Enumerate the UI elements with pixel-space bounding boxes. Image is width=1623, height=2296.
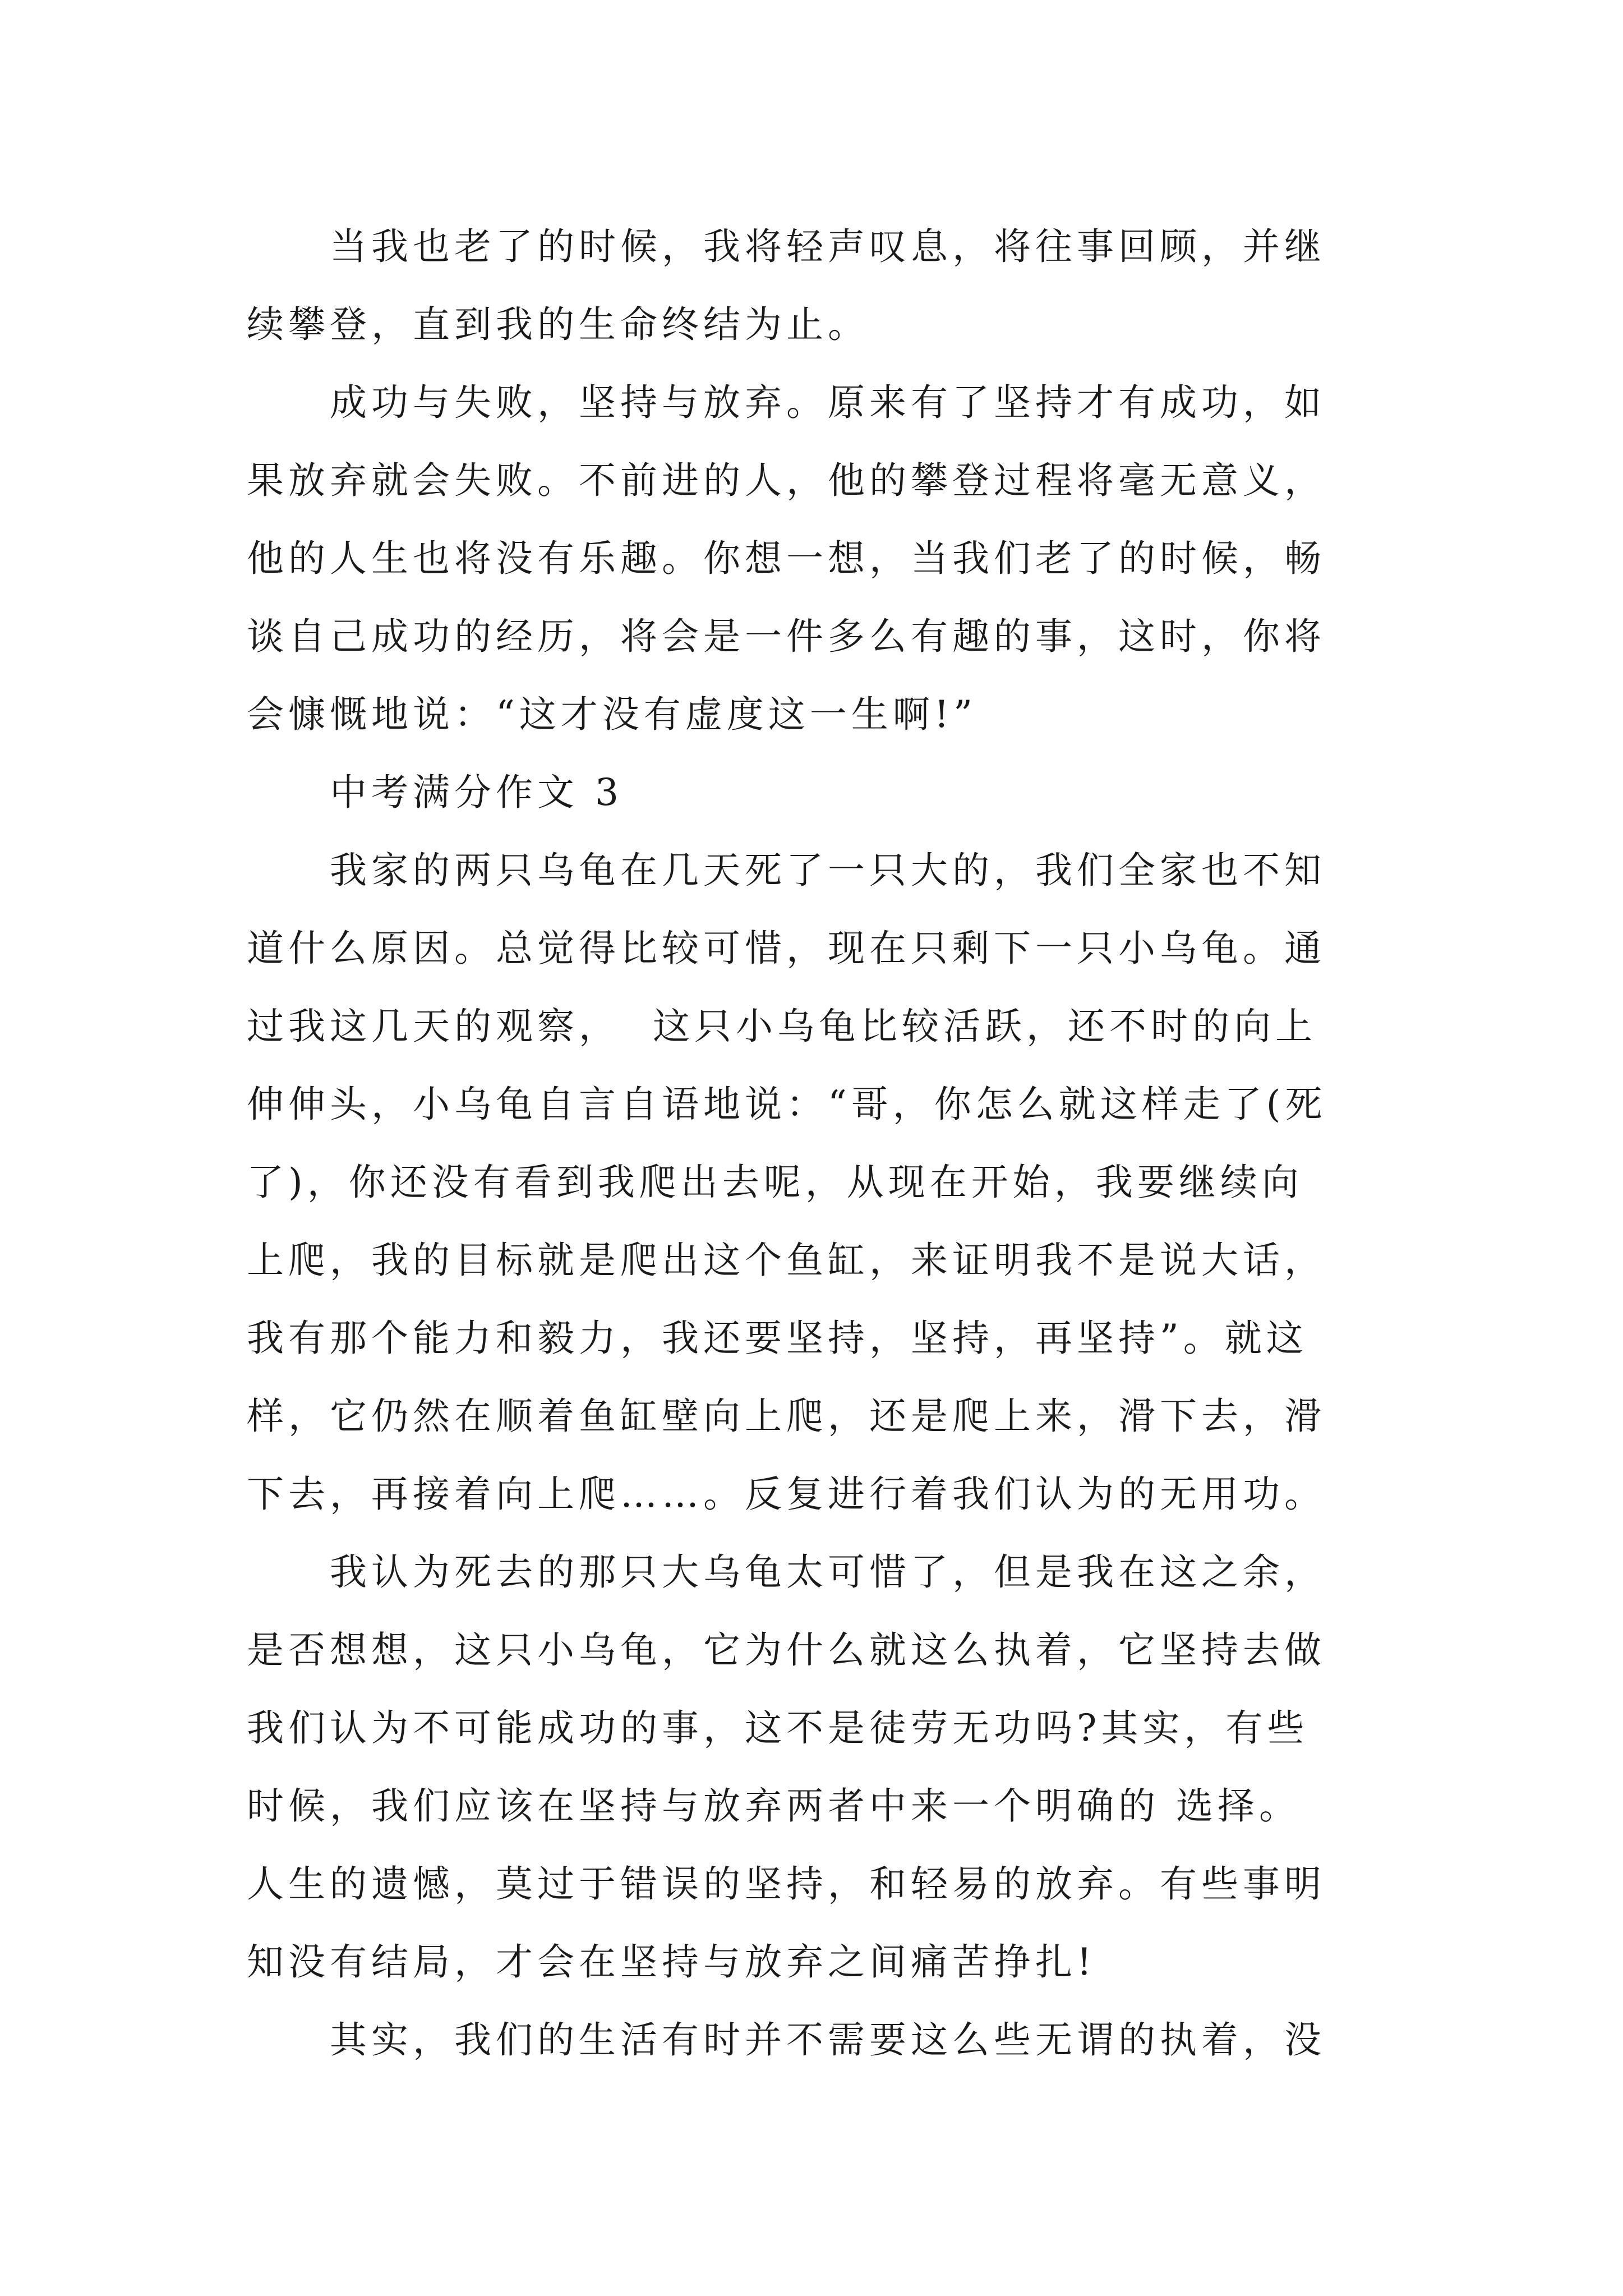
text-line-24: 其实，我们的生活有时并不需要这么些无谓的执着，没 <box>247 2018 1326 2062</box>
text-line-21: 时候，我们应该在坚持与放弃两者中来一个明确的 选择。 <box>247 1784 1301 1828</box>
text-line-19: 是否想想，这只小乌龟，它为什么就这么执着，它坚持去做 <box>247 1628 1326 1672</box>
text-line-13: 了)，你还没有看到我爬出去呢，从现在开始，我要继续向 <box>247 1161 1303 1204</box>
text-line-23: 知没有结局，才会在坚持与放弃之间痛苦挣扎! <box>247 1940 1096 1984</box>
text-line-18: 我认为死去的那只大乌龟太可惜了，但是我在这之余， <box>247 1550 1326 1594</box>
text-line-14: 上爬，我的目标就是爬出这个鱼缸，来证明我不是说大话， <box>247 1239 1326 1282</box>
text-line-4: 果放弃就会失败。不前进的人，他的攀登过程将毫无意义， <box>247 459 1326 502</box>
text-line-2: 续攀登，直到我的生命终结为止。 <box>247 303 869 346</box>
text-line-1: 当我也老了的时候，我将轻声叹息，将往事回顾，并继 <box>247 225 1326 268</box>
text-line-15: 我有那个能力和毅力，我还要坚持，坚持，再坚持”。就这 <box>247 1317 1308 1360</box>
text-line-16: 样，它仍然在顺着鱼缸壁向上爬，还是爬上来，滑下去，滑 <box>247 1395 1326 1438</box>
text-line-12: 伸伸头，小乌龟自言自语地说：“哥，你怎么就这样走了(死 <box>247 1083 1327 1126</box>
text-line-11: 过我这几天的观察， 这只小乌龟比较活跃，还不时的向上 <box>247 1005 1317 1048</box>
text-line-5: 他的人生也将没有乐趣。你想一想，当我们老了的时候，畅 <box>247 537 1326 580</box>
text-line-3: 成功与失败，坚持与放弃。原来有了坚持才有成功，如 <box>247 381 1326 424</box>
text-line-7: 会慷慨地说：“这才没有虚度这一生啊!” <box>247 693 978 736</box>
section-heading: 中考满分作文 3 <box>247 771 623 814</box>
text-line-20: 我们认为不可能成功的事，这不是徒劳无功吗?其实，有些 <box>247 1706 1309 1750</box>
text-line-17: 下去，再接着向上爬……。反复进行着我们认为的无用功。 <box>247 1473 1326 1516</box>
essay-text <box>247 208 1391 2079</box>
text-line-6: 谈自己成功的经历，将会是一件多么有趣的事，这时，你将 <box>247 615 1326 658</box>
text-line-10: 道什么原因。总觉得比较可惜，现在只剩下一只小乌龟。通 <box>247 927 1326 970</box>
text-line-22: 人生的遗憾，莫过于错误的坚持，和轻易的放弃。有些事明 <box>247 1862 1326 1906</box>
text-line-9: 我家的两只乌龟在几天死了一只大的，我们全家也不知 <box>247 849 1326 892</box>
